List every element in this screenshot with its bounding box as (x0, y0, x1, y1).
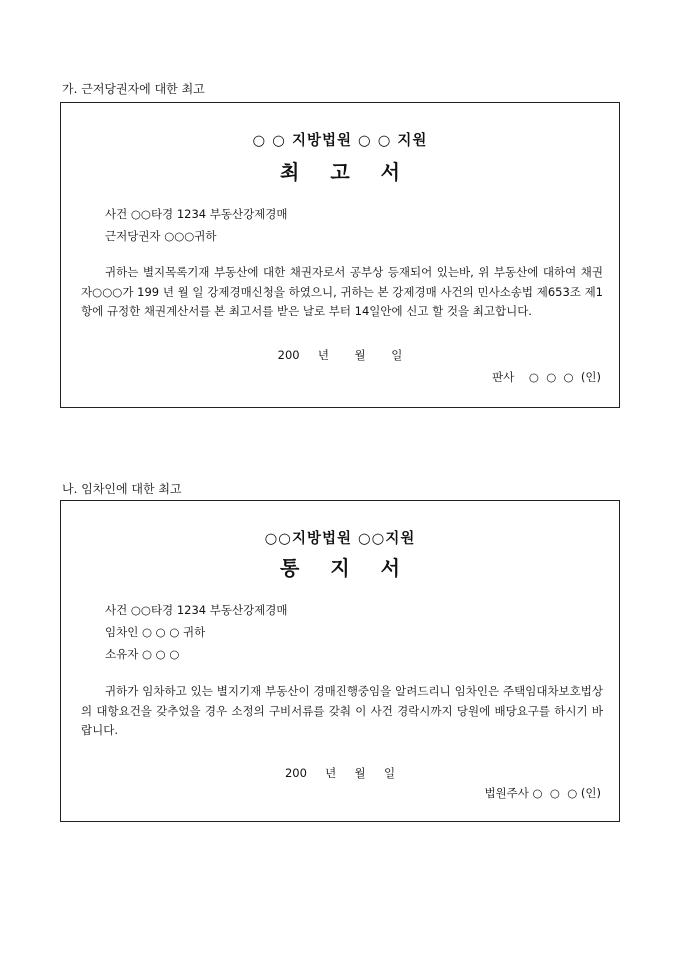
court-name: ○○지방법원 ○○지원 (264, 530, 416, 547)
notice-box-tenant (60, 500, 620, 822)
case-line: 사건 ○○타경 1234 부동산강제경매 (105, 603, 288, 617)
date-line: 200 년 월 일 (277, 348, 403, 362)
notice-body: 귀하가 임차하고 있는 별지기재 부동산이 경매진행중임을 알려드리니 임차인은 주택임대차보호법상의 대항요건을 갖추었을 경우 소정의 구비서류를 갖춰 이 사건 경락시까지 당원에 배당요구를 하시기 바랍니다. (81, 684, 603, 737)
court-name: ○ ○ 지방법원 ○ ○ 지원 (252, 132, 428, 149)
case-line: 사건 ○○타경 1234 부동산강제경매 (105, 207, 288, 221)
date-line: 200 년 월 일 (284, 766, 396, 780)
notice-box-creditor (60, 102, 620, 408)
document-title: 통 지 서 (280, 556, 412, 580)
recipient-line: 근저당권자 ○○○귀하 (105, 229, 217, 243)
signature-line: 판사 ○ ○ ○ (인) (492, 370, 601, 384)
document-title: 최 고 서 (280, 160, 412, 184)
owner-line: 소유자 ○ ○ ○ (105, 647, 180, 661)
section-a-label: 가. 근저당권자에 대한 최고 (62, 82, 205, 96)
section-b-label: 나. 임차인에 대한 최고 (62, 482, 182, 496)
tenant-line: 임차인 ○ ○ ○ 귀하 (105, 625, 206, 639)
signature-line: 법원주사 ○ ○ ○ (인) (484, 786, 601, 800)
notice-body: 귀하는 별지목록기재 부동산에 대한 채권자로서 공부상 등재되어 있는바, 위 부동산에 대하여 채권자○○○가 199 년 월 일 강제경매신청을 하였으니, 귀하는 본 강제경매 사건의 민사소송법 제653조 제1항에 규정한 채권계산서를 본 최고서를 받은 날로 부터 14일안에 신고 할 것을 최고합니다. (81, 265, 603, 318)
